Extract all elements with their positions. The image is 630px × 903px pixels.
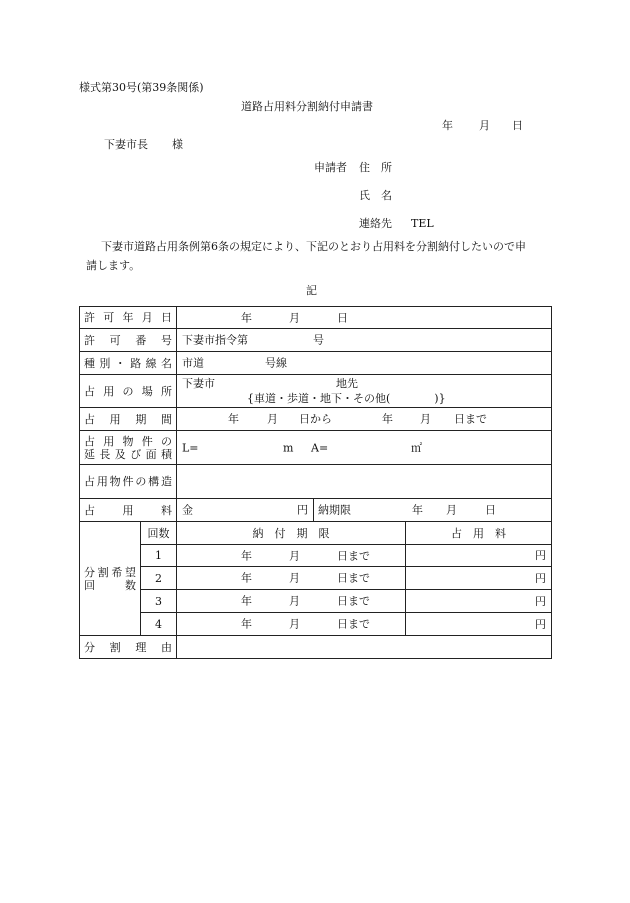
extension-label-line-2: 延長及び面積 <box>84 447 172 461</box>
body-line-2: 請します。 <box>86 259 141 272</box>
row-reason <box>80 636 552 659</box>
period-month-1: 月 <box>267 412 278 426</box>
installment-until: 日まで <box>337 571 370 585</box>
applicant-label: 申請者 <box>314 161 347 174</box>
installment-month: 月 <box>289 571 300 585</box>
fee-deadline-month: 月 <box>446 503 457 517</box>
permit-number-label: 許可番号 <box>80 329 177 352</box>
installment-year: 年 <box>241 571 252 585</box>
installment-number: 4 <box>141 613 177 636</box>
installment-until: 日まで <box>337 549 370 562</box>
period-label: 占用期間 <box>80 408 177 431</box>
installment-fee[interactable]: 円 <box>406 590 552 613</box>
installment-month: 月 <box>289 549 300 562</box>
row-extension <box>80 431 552 465</box>
reason-label: 分割理由 <box>80 636 177 659</box>
installment-number: 1 <box>141 545 177 567</box>
installment-month: 月 <box>289 617 300 631</box>
row-permit-number <box>80 329 552 352</box>
installment-row <box>80 567 552 590</box>
application-table <box>79 306 552 659</box>
fee-deadline-year: 年 <box>412 503 423 517</box>
installment-group-label <box>80 522 141 636</box>
reason-value[interactable] <box>177 636 552 659</box>
structure-label: 占用物件の構造 <box>80 465 177 499</box>
address-label: 住 所 <box>359 161 392 174</box>
installment-deadline[interactable] <box>177 590 406 613</box>
installment-month: 月 <box>289 594 300 608</box>
fee-kin: 金 <box>182 503 193 517</box>
period-value[interactable] <box>177 408 552 431</box>
installment-number: 2 <box>141 567 177 590</box>
installment-header-deadline: 納 付 期 限 <box>177 522 406 545</box>
row-route <box>80 352 552 375</box>
period-until: 日まで <box>454 412 487 426</box>
extension-a: A= <box>311 441 329 454</box>
row-period <box>80 408 552 431</box>
installment-row <box>80 545 552 567</box>
fee-deadline[interactable] <box>314 499 552 522</box>
ki-heading: 記 <box>306 284 317 297</box>
place-city: 下妻市 <box>182 377 215 390</box>
addressee-name: 下妻市長 <box>104 138 148 151</box>
fee-value[interactable] <box>177 499 314 522</box>
extension-m2: ㎡ <box>411 441 422 454</box>
route-label: 種別・路線名 <box>80 352 177 375</box>
installment-deadline[interactable] <box>177 613 406 636</box>
installment-header-count: 回数 <box>141 522 177 545</box>
contact-label: 連絡先 <box>359 217 392 230</box>
period-year-2: 年 <box>382 412 393 426</box>
name-label: 氏 名 <box>359 189 392 202</box>
period-from: 日から <box>299 412 332 426</box>
installment-header-fee: 占 用 料 <box>406 522 552 545</box>
permit-date-month: 月 <box>289 311 300 324</box>
fee-yen: 円 <box>297 503 308 517</box>
permit-date-year: 年 <box>241 311 252 324</box>
installment-number: 3 <box>141 590 177 613</box>
body-line-1: 下妻市道路占用条例第6条の規定により、下記のとおり占用料を分割納付したいので申 <box>101 240 526 253</box>
date-year: 年 <box>442 119 453 132</box>
permit-date-day: 日 <box>337 311 348 324</box>
date-day: 日 <box>512 119 523 132</box>
place-chisaki: 地先 <box>336 377 358 390</box>
installment-group-label-line-1: 分割希望 <box>84 565 136 579</box>
structure-value[interactable] <box>177 465 552 499</box>
permit-date-value[interactable] <box>177 307 552 329</box>
row-permit-date <box>80 307 552 329</box>
route-value[interactable] <box>177 352 552 375</box>
installment-fee[interactable]: 円 <box>406 613 552 636</box>
extension-l: L= <box>182 441 199 454</box>
installment-until: 日まで <box>337 617 370 631</box>
period-month-2: 月 <box>420 412 431 426</box>
row-installment-header <box>80 522 552 545</box>
installment-deadline[interactable] <box>177 545 406 567</box>
fee-deadline-label: 納期限 <box>318 503 351 517</box>
installment-fee[interactable]: 円 <box>406 545 552 567</box>
place-label: 占用の場所 <box>80 375 177 408</box>
installment-group-label-line-2: 回 数 <box>84 578 136 592</box>
installment-fee[interactable]: 円 <box>406 567 552 590</box>
fee-deadline-day: 日 <box>485 503 496 517</box>
date-month: 月 <box>479 119 490 132</box>
place-value[interactable] <box>177 375 552 408</box>
row-structure <box>80 465 552 499</box>
addressee-suffix: 様 <box>172 138 183 151</box>
permit-number-suffix: 号 <box>313 333 324 347</box>
extension-value[interactable] <box>177 431 552 465</box>
installment-deadline[interactable] <box>177 567 406 590</box>
row-fee <box>80 499 552 522</box>
extension-label <box>80 431 177 465</box>
installment-year: 年 <box>241 594 252 608</box>
permit-number-value[interactable] <box>177 329 552 352</box>
permit-number-prefix: 下妻市指令第 <box>182 333 248 347</box>
installment-year: 年 <box>241 617 252 631</box>
period-year-1: 年 <box>228 412 239 426</box>
installment-row <box>80 613 552 636</box>
route-suffix: 号線 <box>265 356 287 370</box>
row-place <box>80 375 552 408</box>
installment-row <box>80 590 552 613</box>
permit-date-label: 許可年月日 <box>80 307 177 329</box>
installment-year: 年 <box>241 549 252 562</box>
extension-label-line-1: 占用物件の <box>84 434 172 448</box>
extension-m: m <box>283 441 294 454</box>
form-number: 様式第30号(第39条関係) <box>79 81 204 94</box>
route-type: 市道 <box>182 356 204 370</box>
fee-label: 占用料 <box>80 499 177 522</box>
page-title: 道路占用料分割納付申請書 <box>241 100 373 113</box>
tel-label: TEL <box>411 217 434 230</box>
installment-until: 日まで <box>337 594 370 608</box>
place-options: {車道・歩道・地下・その他( )} <box>247 392 446 405</box>
